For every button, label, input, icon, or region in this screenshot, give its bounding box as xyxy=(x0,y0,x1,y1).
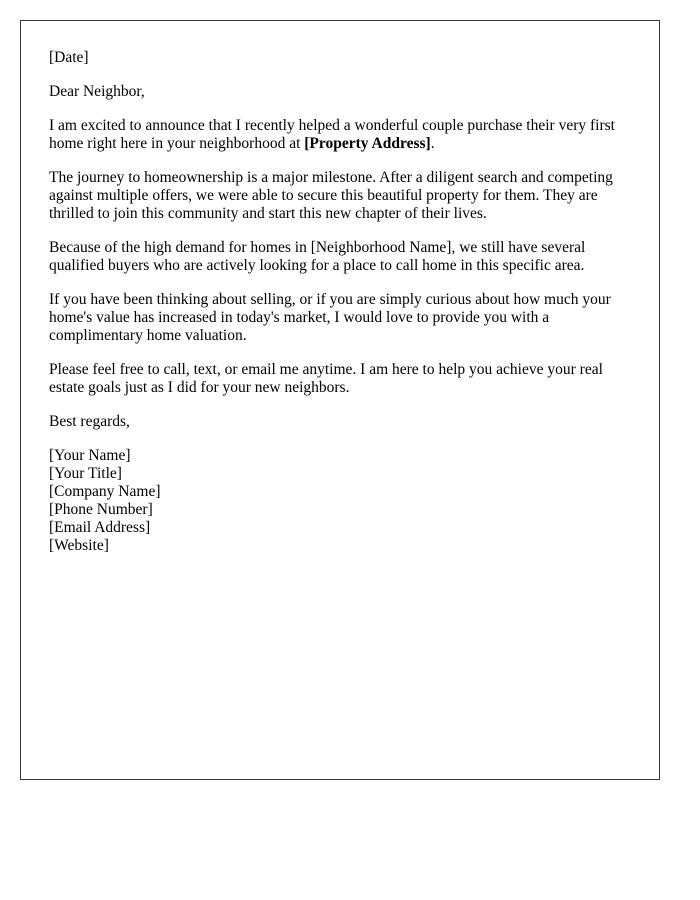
letter-paragraph-3: Because of the high demand for homes in [Neighborhood Name], we still have several qualified buyers who are actively looking for a place to call home in this specific area. xyxy=(49,239,586,274)
letter-paragraph-2: The journey to homeownership is a major milestone. After a diligent search and competing against multiple offers, we were able to secure this beautiful property for them. They are thrilled to join this community and start this new chapter of their lives. xyxy=(49,169,613,222)
letter-closing: Best regards, xyxy=(49,413,130,430)
signature-email: [Email Address] xyxy=(49,519,151,536)
letter-paragraph-5: Please feel free to call, text, or email me anytime. I am here to help you achieve your real estate goals just as I did for your new neighbors. xyxy=(49,361,603,396)
signature-phone: [Phone Number] xyxy=(49,501,153,518)
letter-salutation: Dear Neighbor, xyxy=(49,83,145,100)
letter-date: [Date] xyxy=(49,49,89,66)
paragraph-1-text: I am excited to announce that I recently helped a wonderful couple purchase their very first home right here in your neighborhood at xyxy=(49,117,615,152)
letter-paragraph-1 xyxy=(49,117,631,153)
signature-title: [Your Title] xyxy=(49,465,122,482)
letter-paragraph-4: If you have been thinking about selling, or if you are simply curious about how much your home's value has increased in today's market, I would love to provide you with a complimentary home valuation. xyxy=(49,291,611,344)
paragraph-1-end: . xyxy=(430,135,435,152)
signature-company: [Company Name] xyxy=(49,483,161,500)
signature-block xyxy=(49,447,631,555)
property-address: [Property Address] xyxy=(304,135,431,152)
letter-body xyxy=(20,20,660,780)
signature-name: [Your Name] xyxy=(49,447,131,464)
signature-website: [Website] xyxy=(49,537,109,554)
